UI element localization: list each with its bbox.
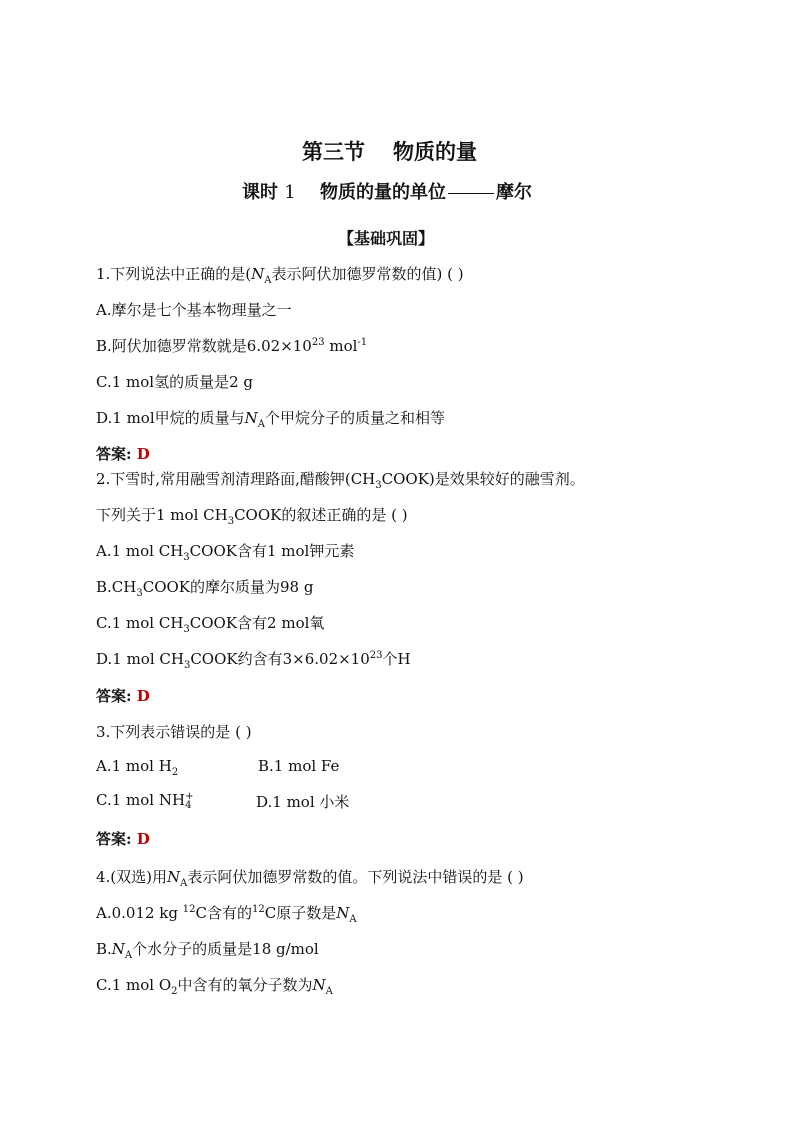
q2-option-c: [96, 612, 324, 635]
q1-option-a: A.摩尔是七个基本物理量之一: [96, 301, 292, 319]
subtitle-lesson: 课时: [242, 182, 278, 203]
symbol-N: N: [336, 904, 350, 922]
sup: +: [185, 791, 194, 802]
q2-option-d: [96, 648, 411, 671]
symbol-N: N: [167, 868, 181, 886]
sub: 3: [183, 660, 191, 671]
text: 中含有的氧分子数为: [177, 976, 313, 994]
q1-option-c: C.1 mol氢的质量是2 g: [96, 373, 253, 391]
text: COOK)是效果较好的融雪剂。: [381, 470, 585, 488]
sub: 3: [227, 516, 235, 527]
text: C.1 mol O: [96, 976, 172, 994]
q3-option-a: [96, 757, 178, 778]
section-label: 【基础巩固】: [338, 229, 435, 248]
text: A.1 mol H: [96, 757, 172, 775]
question-3-stem: 3.下列表示错误的是 ( ): [96, 723, 252, 741]
q2-answer: 答案: D: [96, 687, 150, 705]
text: C含有的: [195, 904, 252, 922]
symbol-N: N: [251, 265, 265, 283]
answer-value: D: [136, 830, 150, 848]
page-title: [302, 136, 477, 166]
answer-value: D: [136, 687, 150, 705]
subtitle-end: 摩尔: [496, 182, 533, 203]
q1-answer: 答案: D: [96, 445, 150, 463]
text: 个H: [382, 650, 411, 668]
sub: 3: [183, 552, 190, 563]
q3-option-b: B.1 mol Fe: [258, 757, 340, 775]
sub: 3: [183, 624, 190, 635]
symbol-N: N: [111, 940, 125, 958]
symbol-A: A: [124, 950, 133, 961]
text: A.1 mol CH: [96, 542, 184, 560]
text: 1.下列说法中正确的是(: [96, 265, 252, 283]
text: D.1 mol甲烷的质量与: [96, 409, 245, 427]
symbol-A: A: [325, 986, 333, 997]
title-topic: 物质的量: [393, 139, 477, 164]
text: COOK含有2 mol氧: [189, 614, 325, 632]
q2-option-b: [96, 576, 313, 599]
answer-label: 答案: [96, 830, 127, 848]
text: COOK含有1 mol钾元素: [189, 542, 355, 560]
sup: 12: [252, 904, 265, 915]
q4-option-a: [96, 902, 357, 925]
sub: 3: [375, 480, 382, 491]
symbol-N: N: [244, 409, 258, 427]
text: 表示阿伏加德罗常数的值。下列说法中错误的是 ( ): [187, 868, 524, 886]
q3-option-d: D.1 mol 小米: [256, 793, 350, 811]
question-2-stem-line2: [96, 504, 408, 527]
answer-value: D: [136, 445, 150, 463]
text: COOK的摩尔质量为98 g: [142, 578, 314, 596]
text: C原子数是: [264, 904, 337, 922]
sup: 23: [369, 650, 383, 661]
text: A.0.012 kg: [96, 904, 183, 922]
text: COOK约含有3×6.02×10: [190, 650, 370, 668]
sub: 3: [136, 588, 143, 599]
sub: 4: [185, 800, 192, 811]
text: 表示阿伏加德罗常数的值) ( ): [271, 265, 464, 283]
text: C.1 mol CH: [96, 614, 184, 632]
text: 4.(双选)用: [96, 868, 168, 886]
sub: 2: [171, 986, 178, 997]
title-section: 第三节: [302, 139, 365, 164]
question-2-stem-line1: [96, 468, 585, 491]
q3-answer: 答案: D: [96, 830, 150, 848]
question-4-stem: [96, 866, 524, 889]
text: D.1 mol CH: [96, 650, 184, 668]
subtitle-number: 1: [284, 182, 296, 203]
q4-option-c: [96, 974, 333, 997]
answer-label: 答案: [96, 445, 127, 463]
symbol-A: A: [349, 914, 357, 925]
q1-option-d: [96, 407, 445, 430]
sup: 23: [311, 337, 325, 348]
q4-option-b: [96, 938, 319, 961]
text: COOK的叙述正确的是 ( ): [234, 506, 408, 524]
text: 个甲烷分子的质量之和相等: [264, 409, 445, 427]
text: B.CH: [96, 578, 137, 596]
question-1-stem: [96, 263, 464, 286]
text: B.: [96, 940, 112, 958]
symbol-A: A: [180, 878, 188, 889]
dash-divider: [448, 193, 494, 194]
q2-option-a: [96, 540, 354, 563]
text: C.1 mol NH: [96, 791, 186, 809]
q3-option-c: [96, 791, 193, 810]
sup: -1: [357, 337, 368, 348]
symbol-A: A: [264, 275, 272, 286]
text: 个水分子的质量是18 g/mol: [132, 940, 319, 958]
text: B.阿伏加德罗常数就是6.02×10: [96, 337, 312, 355]
text: 2.下雪时,常用融雪剂清理路面,醋酸钾(CH: [96, 470, 376, 488]
symbol-A: A: [257, 419, 265, 430]
sup: 12: [182, 904, 196, 915]
symbol-N: N: [312, 976, 326, 994]
page-subtitle: [242, 178, 532, 204]
answer-label: 答案: [96, 687, 127, 705]
text: 下列关于1 mol CH: [96, 506, 228, 524]
text: mol: [324, 337, 358, 355]
sub: 2: [171, 767, 179, 778]
subtitle-topic: 物质的量的单位: [320, 182, 447, 203]
q1-option-b: [96, 335, 367, 356]
